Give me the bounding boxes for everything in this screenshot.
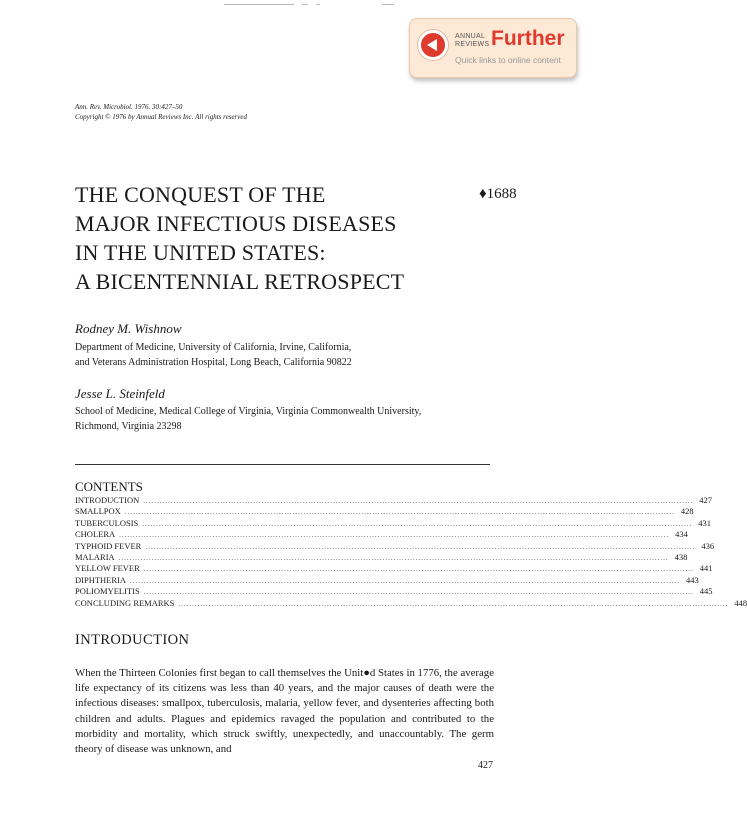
body-paragraph: When the Thirteen Colonies first began to call themselves the Unit●d States in 1776, the average life expectancy of its citizens was less than 40 years, and the major causes of death were the infectious diseases: smallpox, tuberculosis, malaria, yellow fever, and dysenteries affecting both children and adults. Plagues and epidemics ravaged the population and contributed to the morbidity and mortality, which struck swiftly, unexpectedly, and unaccountably. The germ theory of disease was unknown, and — [75, 667, 494, 756]
further-label: Further — [491, 27, 565, 50]
further-links-badge[interactable] — [409, 18, 577, 78]
leader-dots: ........................................................................................................................................................................................................ — [143, 588, 694, 597]
citation-journal: Ann. Rev. Microbiol. 1976. 30:427–50 — [75, 103, 183, 111]
leader-dots: ........................................................................................................................................................................................................ — [178, 599, 729, 608]
article-code: ♦1688 — [479, 186, 517, 202]
leader-dots: ........................................................................................................................................................................................................ — [118, 553, 669, 562]
leader-dots: ........................................................................................................................................................................................................ — [119, 531, 670, 540]
title-line: THE CONQUEST OF THE — [75, 182, 326, 207]
author-affiliation: School of Medicine, Medical College of Virginia, Virginia Commonwealth University, Richmond, Virginia 23298 — [75, 406, 422, 432]
leader-dots: ........................................................................................................................................................................................................ — [145, 542, 696, 551]
contents-heading: CONTENTS — [75, 479, 143, 494]
toc-entry[interactable]: CONCLUDING REMARKS ........................................................................................................................................................................................................ 448 — [75, 597, 747, 608]
leader-dots: ........................................................................................................................................................................................................ — [143, 497, 694, 505]
section-divider — [75, 464, 490, 465]
toc-entry[interactable]: DIPHTHERIA ........................................................................................................................................................................................................ 443 — [75, 574, 699, 585]
toc-entry[interactable]: INTRODUCTION ........................................................................................................................................................................................................ 427 — [75, 495, 712, 505]
leader-dots: ........................................................................................................................................................................................................ — [142, 519, 693, 528]
quick-links-label: Quick links to online content — [455, 55, 561, 65]
toc-entry[interactable]: CHOLERA ........................................................................................................................................................................................................ 434 — [75, 529, 688, 540]
author-name: Rodney M. Wishnow — [75, 321, 182, 336]
table-of-contents — [75, 495, 747, 609]
title-line: MAJOR INFECTIOUS DISEASES — [75, 211, 397, 236]
citation-copyright: Copyright © 1976 by Annual Reviews Inc. All rights reserved — [75, 113, 247, 121]
title-line: IN THE UNITED STATES: — [75, 240, 326, 265]
article-title — [75, 180, 404, 296]
author-affiliation: Department of Medicine, University of California, Irvine, California, and Veterans Administration Hospital, Long Beach, California 90822 — [75, 342, 352, 368]
arrow-left-circle-icon — [418, 30, 448, 60]
title-line: A BICENTENNIAL RETROSPECT — [75, 269, 405, 294]
toc-entry[interactable]: SMALLPOX ........................................................................................................................................................................................................ 428 — [75, 506, 694, 517]
toc-entry[interactable]: TYPHOID FEVER ........................................................................................................................................................................................................ 436 — [75, 540, 715, 551]
citation — [75, 102, 247, 122]
scan-marks — [224, 4, 394, 7]
leader-dots: ........................................................................................................................................................................................................ — [124, 508, 675, 517]
leader-dots: ........................................................................................................................................................................................................ — [130, 576, 680, 585]
annual-reviews-logo-text: ANNUAL REVIEWS — [455, 33, 490, 48]
toc-entry[interactable]: MALARIA ........................................................................................................................................................................................................ 438 — [75, 551, 688, 562]
toc-entry[interactable]: POLIOMYELITIS ........................................................................................................................................................................................................ 445 — [75, 586, 713, 597]
page-number: 427 — [478, 760, 493, 771]
toc-entry[interactable]: YELLOW FEVER ........................................................................................................................................................................................................ 441 — [75, 563, 713, 574]
author-name: Jesse L. Steinfeld — [75, 386, 165, 401]
leader-dots: ........................................................................................................................................................................................................ — [143, 565, 694, 574]
toc-entry[interactable]: TUBERCULOSIS ........................................................................................................................................................................................................ 431 — [75, 517, 712, 528]
section-heading: INTRODUCTION — [75, 632, 190, 648]
